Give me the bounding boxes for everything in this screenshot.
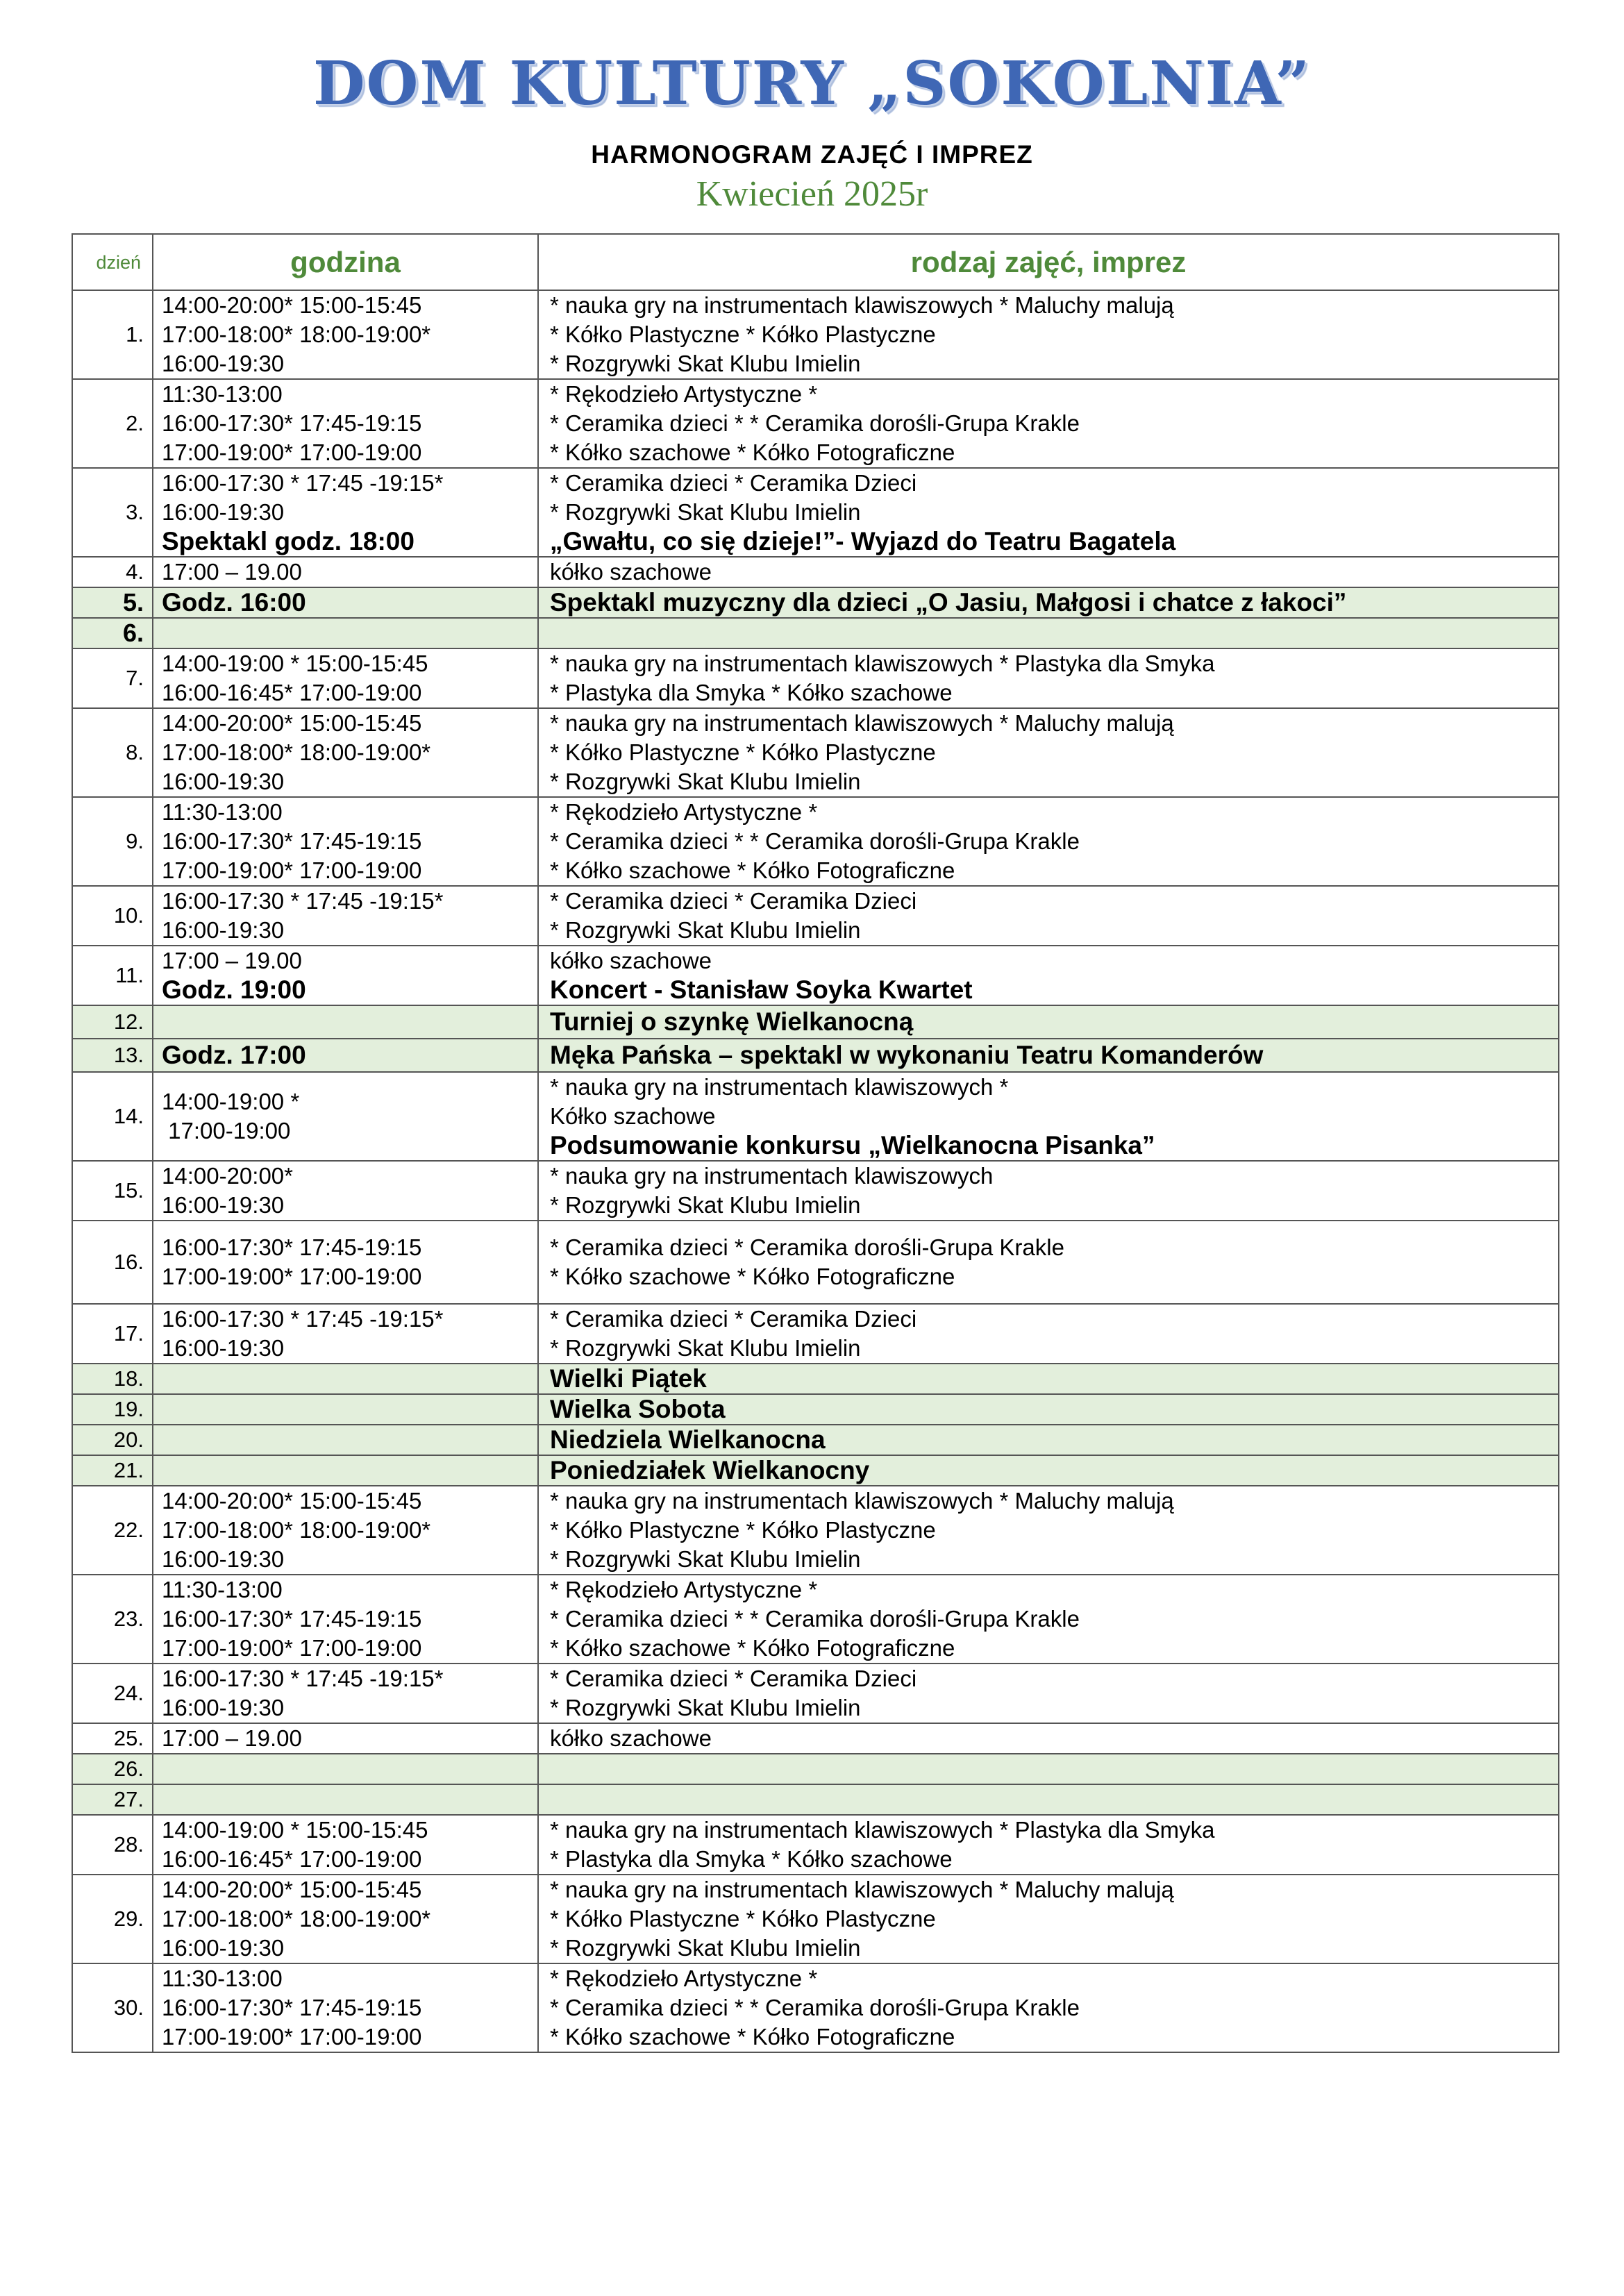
events-cell-line: * nauka gry na instrumentach klawiszowych * Plastyka dla Smyka: [550, 1817, 1215, 1843]
hours-cell: [153, 886, 538, 946]
events-cell: [538, 1394, 1559, 1425]
hours-cell-line: Godz. 19:00: [162, 975, 306, 1004]
hours-cell: [153, 797, 538, 886]
hours-cell-line: 16:00-17:30 * 17:45 -19:15*: [162, 1666, 444, 1691]
events-cell: [538, 1784, 1559, 1815]
events-cell: [538, 1425, 1559, 1455]
hours-cell: [153, 618, 538, 648]
hours-cell-line: 17:00-18:00* 18:00-19:00*: [162, 321, 431, 347]
hours-cell-line: 11:30-13:00: [162, 799, 283, 825]
hours-cell: [153, 1425, 538, 1455]
hours-cell: [153, 1161, 538, 1221]
events-cell-line: * Kółko szachowe * Kółko Fotograficzne: [550, 2024, 955, 2050]
events-cell-line: * Rękodzieło Artystyczne *: [550, 381, 818, 407]
events-cell: [538, 557, 1559, 587]
events-cell-line: * Rozgrywki Skat Klubu Imielin: [550, 1695, 861, 1720]
events-cell: [538, 618, 1559, 648]
events-cell: [538, 1963, 1559, 2052]
hours-cell-line: 16:00-19:30: [162, 1695, 285, 1720]
hours-cell-line: 16:00-17:30* 17:45-19:15: [162, 1234, 422, 1260]
events-cell: [538, 587, 1559, 618]
schedule-table: [72, 233, 1559, 2053]
hours-cell: [153, 1815, 538, 1875]
events-cell-line: Wielka Sobota: [550, 1395, 726, 1423]
hours-cell-line: 16:00-16:45* 17:00-19:00: [162, 1846, 422, 1872]
events-cell-line: * Rozgrywki Skat Klubu Imielin: [550, 1192, 861, 1218]
table-row: [72, 1575, 1559, 1664]
events-cell: [538, 1875, 1559, 1963]
events-cell-line: * Plastyka dla Smyka * Kółko szachowe: [550, 1846, 953, 1872]
events-cell-line: Wielki Piątek: [550, 1364, 707, 1393]
hours-cell: [153, 1784, 538, 1815]
day-cell: 17.: [72, 1304, 153, 1364]
hours-cell-line: 17:00-19:00* 17:00-19:00: [162, 1264, 422, 1289]
events-cell-line: * Kółko Plastyczne * Kółko Plastyczne: [550, 1906, 936, 1932]
events-cell-line: * Ceramika dzieci * Ceramika dorośli-Grupa Krakle: [550, 1234, 1064, 1260]
events-cell: [538, 708, 1559, 797]
day-cell: 15.: [72, 1161, 153, 1221]
table-row: [72, 1784, 1559, 1815]
hours-cell: [153, 1394, 538, 1425]
events-cell-line: Poniedziałek Wielkanocny: [550, 1456, 870, 1484]
hours-cell: [153, 708, 538, 797]
day-cell: 18.: [72, 1364, 153, 1394]
hours-cell-line: 17:00-18:00* 18:00-19:00*: [162, 1517, 431, 1543]
hours-cell: [153, 1664, 538, 1723]
events-cell-line: * nauka gry na instrumentach klawiszowych * Maluchy malują: [550, 1488, 1174, 1514]
day-cell: 14.: [72, 1072, 153, 1161]
day-cell: 27.: [72, 1784, 153, 1815]
table-row: [72, 1486, 1559, 1575]
table-row: [72, 1005, 1559, 1039]
events-cell-line: * Kółko Plastyczne * Kółko Plastyczne: [550, 739, 936, 765]
day-cell: 9.: [72, 797, 153, 886]
events-cell-line: * Rękodzieło Artystyczne *: [550, 799, 818, 825]
events-cell: [538, 648, 1559, 708]
events-cell-line: * Ceramika dzieci * * Ceramika dorośli-Grupa Krakle: [550, 828, 1080, 854]
hours-cell-line: 16:00-17:30* 17:45-19:15: [162, 410, 422, 436]
events-cell-line: * Rozgrywki Skat Klubu Imielin: [550, 917, 861, 943]
hours-cell-line: 14:00-19:00 *: [162, 1089, 300, 1114]
events-cell: [538, 1486, 1559, 1575]
hours-cell-line: Godz. 16:00: [162, 588, 306, 617]
events-cell-line: * Kółko szachowe * Kółko Fotograficzne: [550, 1635, 955, 1661]
events-cell: [538, 1005, 1559, 1039]
page-title: DOM KULTURY „SOKOLNIA”: [312, 49, 1312, 119]
hours-cell-line: 16:00-17:30* 17:45-19:15: [162, 828, 422, 854]
hours-cell-line: 14:00-20:00* 15:00-15:45: [162, 292, 422, 318]
table-row: [72, 1221, 1559, 1304]
events-cell-line: * Rękodzieło Artystyczne *: [550, 1577, 818, 1602]
events-cell-line: * Kółko szachowe * Kółko Fotograficzne: [550, 1264, 955, 1289]
events-cell-line: * Kółko Plastyczne * Kółko Plastyczne: [550, 321, 936, 347]
day-cell: 1.: [72, 290, 153, 379]
table-row: [72, 1304, 1559, 1364]
table-row: [72, 1364, 1559, 1394]
hours-cell-line: 16:00-19:30: [162, 1192, 285, 1218]
day-cell: 26.: [72, 1754, 153, 1784]
hours-cell: [153, 587, 538, 618]
hours-cell-line: 16:00-17:30 * 17:45 -19:15*: [162, 888, 444, 914]
day-cell: 29.: [72, 1875, 153, 1963]
events-cell: [538, 1815, 1559, 1875]
table-row: [72, 557, 1559, 587]
events-cell-line: * nauka gry na instrumentach klawiszowych * Plastyka dla Smyka: [550, 651, 1215, 676]
hours-cell-line: 11:30-13:00: [162, 381, 283, 407]
hours-cell: [153, 1963, 538, 2052]
hours-cell-line: 16:00-19:30: [162, 351, 285, 376]
hours-cell-line: 16:00-19:30: [162, 1546, 285, 1572]
events-cell-line: * Kółko Plastyczne * Kółko Plastyczne: [550, 1517, 936, 1543]
day-cell: 23.: [72, 1575, 153, 1664]
hours-cell-line: 17:00 – 19.00: [162, 1725, 302, 1751]
hours-cell-line: 17:00 – 19.00: [162, 559, 302, 585]
hours-cell-line: 17:00-19:00* 17:00-19:00: [162, 1635, 422, 1661]
hours-cell: [153, 1723, 538, 1754]
events-cell: [538, 1455, 1559, 1486]
month-label: Kwiecień 2025r: [696, 174, 928, 214]
hours-cell: [153, 1304, 538, 1364]
hours-cell-line: 16:00-17:30* 17:45-19:15: [162, 1606, 422, 1632]
events-cell-line: * Rozgrywki Skat Klubu Imielin: [550, 499, 861, 525]
events-cell-line: * Ceramika dzieci * * Ceramika dorośli-Grupa Krakle: [550, 1995, 1080, 2020]
table-row: [72, 1455, 1559, 1486]
events-cell-line: kółko szachowe: [550, 948, 712, 973]
events-cell-line: * Ceramika dzieci * Ceramika Dzieci: [550, 888, 917, 914]
hours-cell: [153, 1221, 538, 1304]
events-cell-line: * Rozgrywki Skat Klubu Imielin: [550, 1935, 861, 1961]
events-cell-line: Kółko szachowe: [550, 1103, 716, 1129]
table-row: [72, 708, 1559, 797]
hours-cell-line: 14:00-20:00*: [162, 1163, 293, 1189]
day-cell: 19.: [72, 1394, 153, 1425]
events-cell-line: * Rozgrywki Skat Klubu Imielin: [550, 1546, 861, 1572]
events-cell-line: * Ceramika dzieci * Ceramika Dzieci: [550, 1306, 917, 1332]
column-header-hours: godzina: [153, 234, 538, 290]
hours-cell: [153, 379, 538, 468]
events-cell: [538, 1039, 1559, 1072]
hours-cell-line: 16:00-19:30: [162, 1935, 285, 1961]
events-cell: [538, 1723, 1559, 1754]
events-cell-line: * Plastyka dla Smyka * Kółko szachowe: [550, 680, 953, 705]
events-cell-line: Koncert - Stanisław Soyka Kwartet: [550, 975, 973, 1004]
hours-cell-line: 16:00-19:30: [162, 769, 285, 794]
events-cell-line: Niedziela Wielkanocna: [550, 1425, 826, 1454]
table-row: [72, 1072, 1559, 1161]
table-row: [72, 290, 1559, 379]
events-cell: [538, 1072, 1559, 1161]
day-cell: 2.: [72, 379, 153, 468]
hours-cell: [153, 1039, 538, 1072]
hours-cell: [153, 946, 538, 1005]
table-row: [72, 1963, 1559, 2052]
hours-cell-line: 17:00-18:00* 18:00-19:00*: [162, 739, 431, 765]
events-cell: [538, 946, 1559, 1005]
hours-cell-line: 16:00-19:30: [162, 917, 285, 943]
hours-cell: [153, 1486, 538, 1575]
events-cell-line: * Rozgrywki Skat Klubu Imielin: [550, 769, 861, 794]
events-cell-line: * nauka gry na instrumentach klawiszowych * Maluchy malują: [550, 1877, 1174, 1902]
column-header-day: dzień: [72, 234, 153, 290]
table-row: [72, 379, 1559, 468]
events-cell: [538, 797, 1559, 886]
events-cell-line: Spektakl muzyczny dla dzieci „O Jasiu, Małgosi i chatce z łakoci”: [550, 588, 1347, 617]
hours-cell-line: 17:00-19:00* 17:00-19:00: [162, 857, 422, 883]
events-cell-line: * Ceramika dzieci * Ceramika Dzieci: [550, 470, 917, 496]
events-cell-line: * Ceramika dzieci * Ceramika Dzieci: [550, 1666, 917, 1691]
table-row: [72, 1815, 1559, 1875]
hours-cell: [153, 290, 538, 379]
day-cell: 6.: [72, 618, 153, 648]
hours-cell-line: 11:30-13:00: [162, 1966, 283, 1991]
table-row: [72, 1161, 1559, 1221]
table-row: [72, 587, 1559, 618]
events-cell-line: Podsumowanie konkursu „Wielkanocna Pisanka”: [550, 1131, 1155, 1159]
day-cell: 16.: [72, 1221, 153, 1304]
hours-cell-line: Spektakl godz. 18:00: [162, 527, 415, 555]
events-cell: [538, 1664, 1559, 1723]
events-cell-line: * Ceramika dzieci * * Ceramika dorośli-Grupa Krakle: [550, 410, 1080, 436]
events-cell-line: kółko szachowe: [550, 559, 712, 585]
events-cell: [538, 1754, 1559, 1784]
hours-cell-line: 17:00 – 19.00: [162, 948, 302, 973]
events-cell-line: Męka Pańska – spektakl w wykonaniu Teatru Komanderów: [550, 1041, 1264, 1069]
events-cell: [538, 290, 1559, 379]
column-header-events: rodzaj zajęć, imprez: [538, 234, 1559, 290]
day-cell: 21.: [72, 1455, 153, 1486]
hours-cell-line: 17:00-19:00: [162, 1118, 291, 1143]
hours-cell: [153, 1754, 538, 1784]
table-row: [72, 886, 1559, 946]
day-cell: 8.: [72, 708, 153, 797]
hours-cell: [153, 648, 538, 708]
hours-cell: [153, 557, 538, 587]
hours-cell-line: 14:00-20:00* 15:00-15:45: [162, 710, 422, 736]
hours-cell-line: 16:00-19:30: [162, 499, 285, 525]
table-row: [72, 1754, 1559, 1784]
day-cell: 25.: [72, 1723, 153, 1754]
events-cell-line: * Kółko szachowe * Kółko Fotograficzne: [550, 857, 955, 883]
table-row: [72, 1875, 1559, 1963]
table-row: [72, 797, 1559, 886]
hours-cell-line: 16:00-16:45* 17:00-19:00: [162, 680, 422, 705]
events-cell-line: * nauka gry na instrumentach klawiszowych * Maluchy malują: [550, 292, 1174, 318]
events-cell: [538, 468, 1559, 557]
hours-cell-line: 14:00-20:00* 15:00-15:45: [162, 1488, 422, 1514]
hours-cell-line: 16:00-17:30* 17:45-19:15: [162, 1995, 422, 2020]
hours-cell: [153, 1005, 538, 1039]
events-cell-line: * Rękodzieło Artystyczne *: [550, 1966, 818, 1991]
table-row: [72, 648, 1559, 708]
events-cell-line: * nauka gry na instrumentach klawiszowych * Maluchy malują: [550, 710, 1174, 736]
events-cell-line: kółko szachowe: [550, 1725, 712, 1751]
day-cell: 4.: [72, 557, 153, 587]
table-row: [72, 1039, 1559, 1072]
events-cell: [538, 1161, 1559, 1221]
day-cell: 22.: [72, 1486, 153, 1575]
hours-cell-line: 14:00-19:00 * 15:00-15:45: [162, 1817, 428, 1843]
table-row: [72, 1394, 1559, 1425]
day-cell: 7.: [72, 648, 153, 708]
table-header-row: [72, 234, 1559, 290]
hours-cell: [153, 1875, 538, 1963]
events-cell-line: * Rozgrywki Skat Klubu Imielin: [550, 1335, 861, 1361]
page-subtitle: HARMONOGRAM ZAJĘĆ I IMPREZ: [591, 140, 1033, 169]
events-cell-line: * nauka gry na instrumentach klawiszowych: [550, 1163, 994, 1189]
hours-cell-line: 14:00-19:00 * 15:00-15:45: [162, 651, 428, 676]
hours-cell-line: 17:00-19:00* 17:00-19:00: [162, 2024, 422, 2050]
hours-cell-line: 17:00-19:00* 17:00-19:00: [162, 439, 422, 465]
day-cell: 20.: [72, 1425, 153, 1455]
events-cell: [538, 1221, 1559, 1304]
hours-cell-line: 16:00-17:30 * 17:45 -19:15*: [162, 470, 444, 496]
hours-cell: [153, 1455, 538, 1486]
events-cell-line: * nauka gry na instrumentach klawiszowych *: [550, 1074, 1009, 1100]
day-cell: 28.: [72, 1815, 153, 1875]
events-cell: [538, 886, 1559, 946]
table-row: [72, 1425, 1559, 1455]
events-cell-line: * Ceramika dzieci * * Ceramika dorośli-Grupa Krakle: [550, 1606, 1080, 1632]
day-cell: 13.: [72, 1039, 153, 1072]
table-row: [72, 468, 1559, 557]
events-cell-line: Turniej o szynkę Wielkanocną: [550, 1007, 914, 1036]
hours-cell-line: 16:00-19:30: [162, 1335, 285, 1361]
events-cell: [538, 379, 1559, 468]
events-cell-line: „Gwałtu, co się dzieje!”- Wyjazd do Teatru Bagatela: [550, 527, 1176, 555]
hours-cell: [153, 1072, 538, 1161]
day-cell: 3.: [72, 468, 153, 557]
table-row: [72, 946, 1559, 1005]
events-cell-line: * Rozgrywki Skat Klubu Imielin: [550, 351, 861, 376]
events-cell: [538, 1575, 1559, 1664]
events-cell: [538, 1364, 1559, 1394]
day-cell: 11.: [72, 946, 153, 1005]
day-cell: 10.: [72, 886, 153, 946]
hours-cell-line: Godz. 17:00: [162, 1041, 306, 1069]
hours-cell-line: 11:30-13:00: [162, 1577, 283, 1602]
events-cell-line: * Kółko szachowe * Kółko Fotograficzne: [550, 439, 955, 465]
table-row: [72, 618, 1559, 648]
table-row: [72, 1664, 1559, 1723]
table-row: [72, 1723, 1559, 1754]
hours-cell: [153, 468, 538, 557]
events-cell: [538, 1304, 1559, 1364]
hours-cell: [153, 1364, 538, 1394]
hours-cell: [153, 1575, 538, 1664]
day-cell: 12.: [72, 1005, 153, 1039]
hours-cell-line: 16:00-17:30 * 17:45 -19:15*: [162, 1306, 444, 1332]
day-cell: 30.: [72, 1963, 153, 2052]
hours-cell-line: 17:00-18:00* 18:00-19:00*: [162, 1906, 431, 1932]
day-cell: 24.: [72, 1664, 153, 1723]
day-cell: 5.: [72, 587, 153, 618]
hours-cell-line: 14:00-20:00* 15:00-15:45: [162, 1877, 422, 1902]
